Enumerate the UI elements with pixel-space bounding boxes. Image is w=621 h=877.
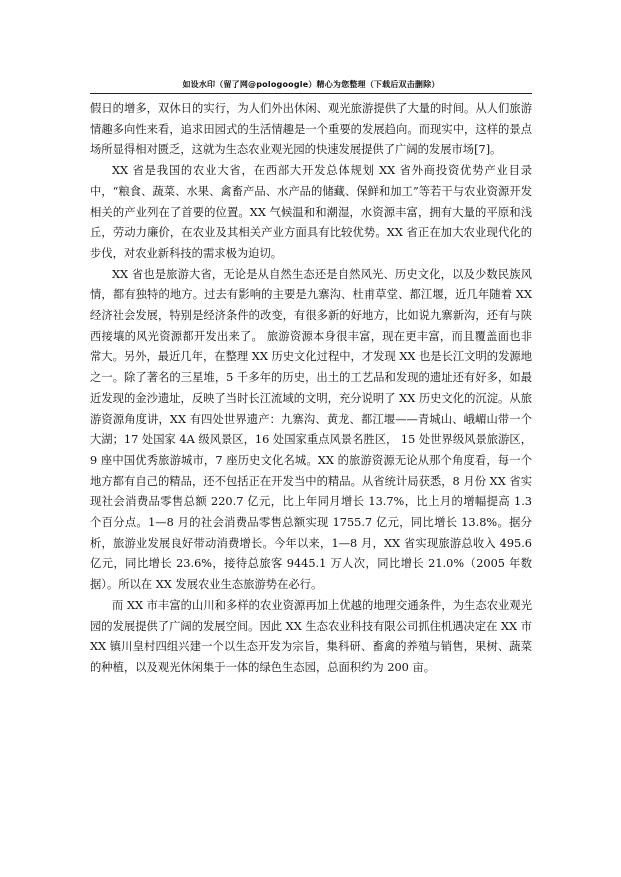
header-divider [90, 93, 532, 94]
paragraph-3: XX 省也是旅游大省，无论是从自然生态还是自然风光、历史文化，以及少数民族风情，都有独特的地方。过去有影响的主要是九寨沟、杜甫草堂、都江堰，近几年随着 XX 经济社会发展，特别是经济条件的改变，有很多新的好地方，比如说九寨新沟，还有与陕西接壤的风光资源都开发出来了。 旅游资源本身很丰富，现在更丰富，而且覆盖面也非常大。另外，最近几年，在整理 XX 历史文化过程中，才发现 XX 也是长江文明的发源地之一。除了著名的三星堆，5 千多年的历史，出土的工艺品和发现的遗址还有好多，如最近发现的金沙遗址，反映了当时长江流域的文明，充分说明了 XX 历史文化的沉淀。从旅游资源角度讲，XX 有四处世界遗产：九寨沟、黄龙、都江堰——青城山、峨嵋山带一个大湖；17 处国家 4A 级风景区，16 处国家重点风景名胜区， 15 处世界级风景旅游区，9 座中国优秀旅游城市，7 座历史文化名城。XX 的旅游资源无论从那个角度看，每一个地方都有自己的精品，还不包括正在开发当中的精品。从省统计局获悉，8 月份 XX 省实现社会消费品零售总额 220.7 亿元，比上年同月增长 13.7%，比上月的增幅提高 1.3 个百分点。1—8 月的社会消费品零售总额实现 1755.7 亿元，同比增长 13.8%。据分析，旅游业发展良好带动消费增长。今年以来，1—8 月，XX 省实现旅游总收入 495.6 亿元，同比增长 23.6%，接待总旅客 9445.1 万人次，同比增长 21.0%（2005 年数据）。所以在 XX 发展农业生态旅游势在必行。 [90, 267, 532, 592]
paragraph-1: 假日的增多，双休日的实行，为人们外出休闲、观光旅游提供了大量的时间。从人们旅游情趣多向性来看，追求田园式的生活情趣是一个重要的发展趋向。而现实中，这样的景点场所显得相对匮乏，这就为生态农业观光园的快速发展提供了广阔的发展市场[7]。 [90, 102, 532, 157]
document-body [90, 99, 532, 679]
page-header: 如设水印（留了网@pologoogle）精心为您整理（下载后双击删除） [182, 80, 440, 89]
paragraph-2: XX 省是我国的农业大省，在西部大开发总体规划 XX 省外商投资优势产业目录中，“粮食、蔬菜、水果、禽畜产品、水产品的储藏、保鲜和加工”等若干与农业资源开发相关的产业列在了首要的位置。XX 气候温和和潮湿，水资源丰富，拥有大量的平原和浅丘，劳动力廉价，在农业及其相关产业方面具有比较优势。XX 省正在加大农业现代化的步伐，对农业新科技的需求极为迫切。 [90, 164, 532, 260]
paragraph-4: 而 XX 市丰富的山川和多样的农业资源再加上优越的地理交通条件，为生态农业观光园的发展提供了广阔的发展空间。因此 XX 生态农业科技有限公司抓住机遇决定在 XX 市 XX 镇川皇村四组兴建一个以生态开发为宗旨，集科研、畜禽的养殖与销售，果树、蔬菜的种植，以及观光休闲集于一体的绿色生态园，总面积约为 200 亩。 [90, 598, 532, 674]
